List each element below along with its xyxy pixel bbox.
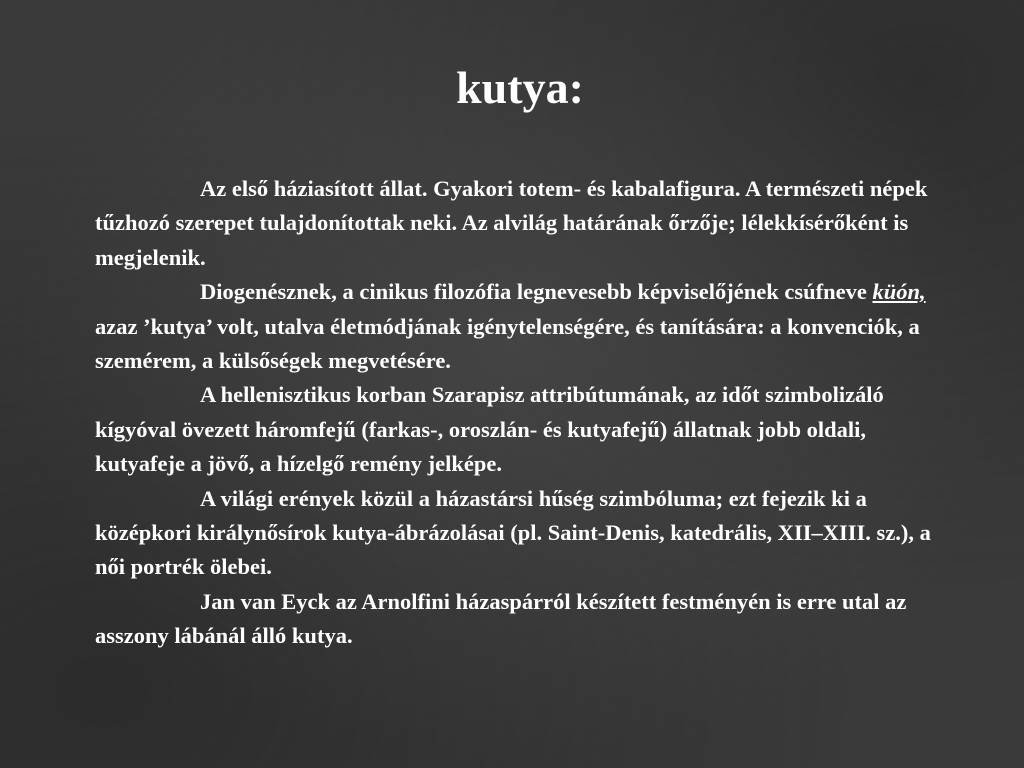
paragraph-first-domesticated: Az első háziasított állat. Gyakori totem- és kabalafigura. A természeti népek tűzhozó szerepet tulajdonítottak neki. Az alvilág határának őrzője; lélekkísérőként is megjelenik. bbox=[95, 176, 928, 270]
slide-title: kutya: bbox=[456, 62, 584, 113]
paragraph-diogenes bbox=[95, 275, 955, 378]
diogenes-text-after: azaz ’kutya’ volt, utalva életmódjának igénytelenségére, és tanítására: a konvenciók, a szemérem, a külsőségek megvetésére. bbox=[95, 313, 920, 374]
paragraph-arnolfini: Jan van Eyck az Arnolfini házaspárról készített festményén is erre utal az asszony lábánál álló kutya. bbox=[95, 588, 907, 649]
paragraph-fidelity: A világi erények közül a házastársi hűség szimbóluma; ezt fejezik ki a középkori királynősírok kutya-ábrázolásai (pl. Saint-Denis, katedrális, XII–XIII. sz.), a női portrék ölebei. bbox=[95, 485, 931, 580]
diogenes-text-before: Diogenésznek, a cinikus filozófia legnevesebb képviselőjének csúfneve bbox=[200, 279, 873, 305]
slide-body bbox=[95, 172, 955, 654]
paragraph-serapis: A hellenisztikus korban Szarapisz attribútumának, az időt szimbolizáló kígyóval övezett háromfejű (farkas-, oroszlán- és kutyafejű) állatnak jobb oldali, kutyafeje a jövő, a hízelgő remény jelképe. bbox=[95, 382, 884, 477]
term-kuon: küón, bbox=[872, 279, 926, 305]
